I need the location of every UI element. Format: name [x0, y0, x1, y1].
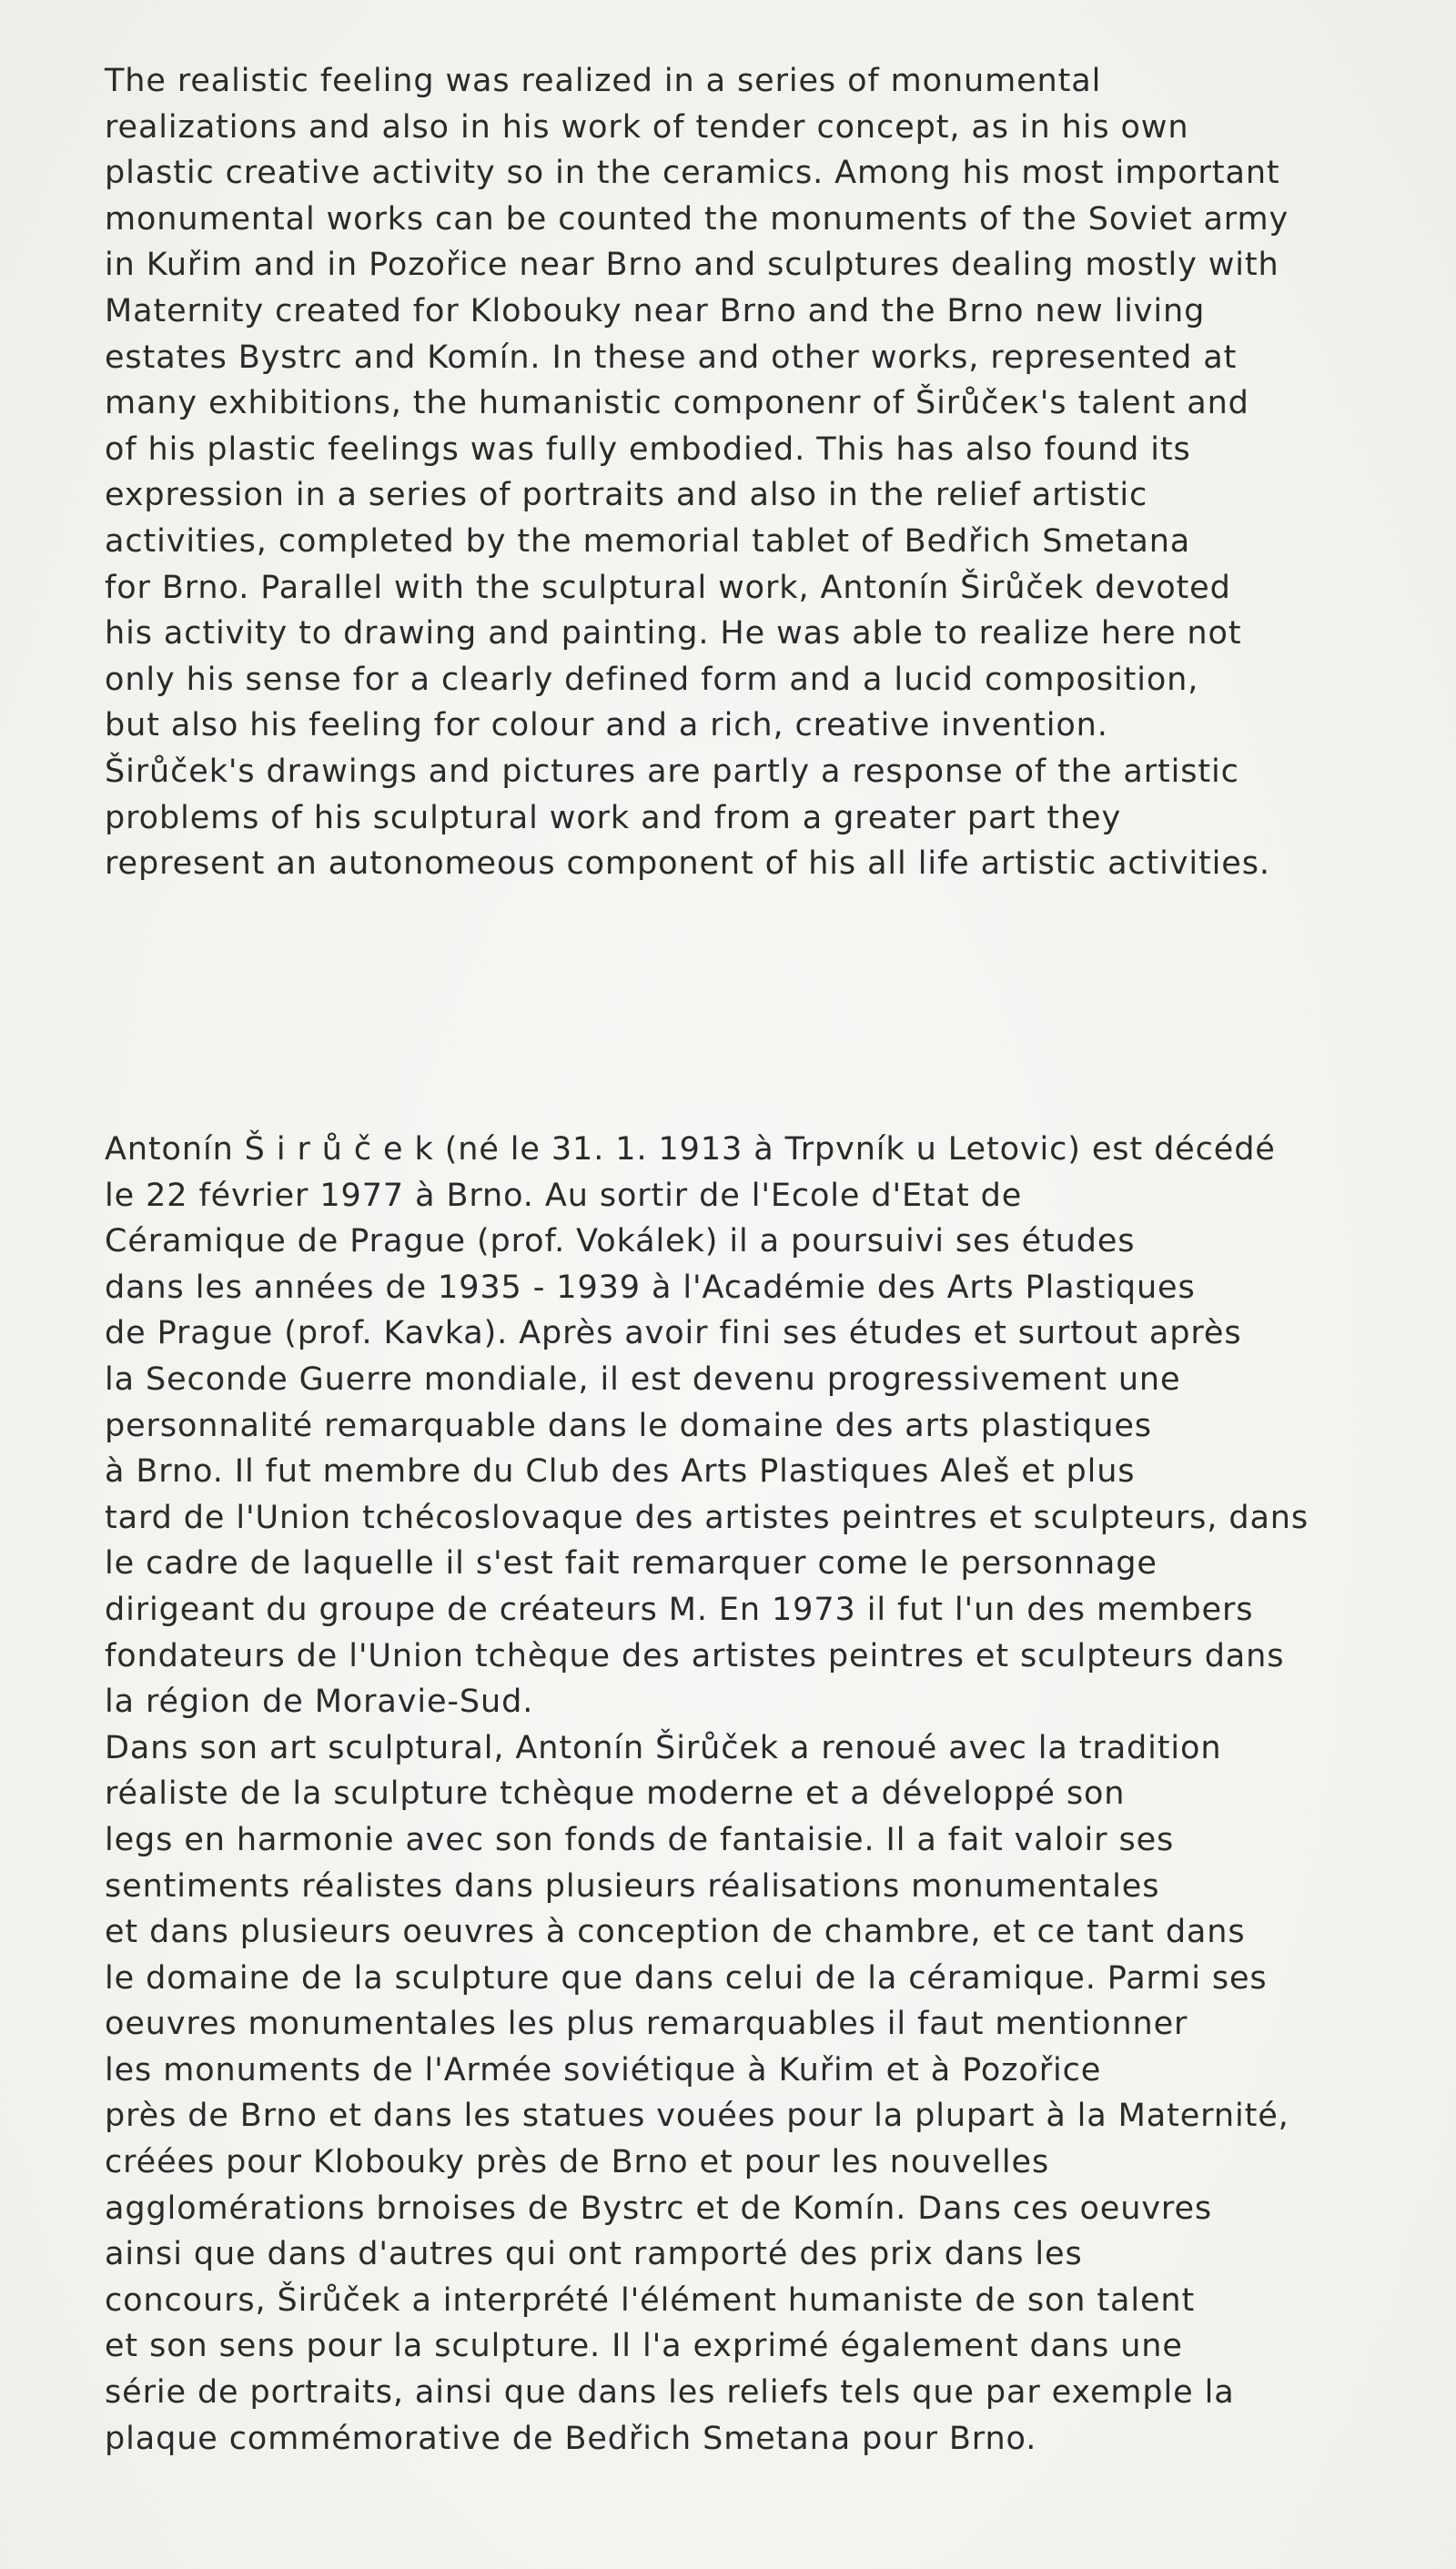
text-line: série de portraits, ainsi que dans les reliefs tels que par exemple la: [105, 2374, 1235, 2412]
text-line: personnalité remarquable dans le domaine des arts plastiques: [105, 1407, 1152, 1444]
text-line: agglomérations brnoises de Bystrc et de Komín. Dans ces oeuvres: [105, 2190, 1213, 2227]
text-line: ainsi que dans d'autres qui ont ramporté des prix dans les: [105, 2236, 1083, 2273]
text-line: legs en harmonie avec son fonds de fantaisie. Il a fait valoir ses: [105, 1821, 1175, 1858]
text-line: créées pour Klobouky près de Brno et pour les nouvelles: [105, 2144, 1050, 2181]
text-line: et dans plusieurs oeuvres à conception de chambre, et ce tant dans: [105, 1914, 1246, 1951]
text-line: réaliste de la sculpture tchèque moderne et a développé son: [105, 1775, 1126, 1813]
text-line: le domaine de la sculpture que dans celui de la céramique. Parmi ses: [105, 1959, 1268, 1997]
text-line: Céramique de Prague (prof. Vokálek) il a poursuivi ses études: [105, 1223, 1136, 1260]
text-line: his activity to drawing and painting. He was able to realize here not: [105, 615, 1242, 652]
text-line: dans les années de 1935 - 1939 à l'Académie des Arts Plastiques: [105, 1269, 1196, 1306]
text-line: le 22 février 1977 à Brno. Au sortir de l'Ecole d'Etat de: [105, 1177, 1023, 1214]
text-line: activities, completed by the memorial tablet of Bedřich Smetana: [105, 522, 1191, 560]
text-line: expression in a series of portraits and also in the relief artistic: [105, 477, 1148, 514]
text-line: le cadre de laquelle il s'est fait remarquer come le personnage: [105, 1545, 1158, 1583]
text-line: fondateurs de l'Union tchèque des artistes peintres et sculpteurs dans: [105, 1637, 1285, 1674]
text-line: many exhibitions, the humanistic componenr of Širůčeк's talent and: [105, 385, 1249, 422]
text-line: problems of his sculptural work and from a greater part they: [105, 799, 1122, 836]
text-line: et son sens pour la sculpture. Il l'a exprimé également dans une: [105, 2328, 1183, 2365]
text-line: sentiments réalistes dans plusieurs réalisations monumentales: [105, 1867, 1160, 1905]
text-line: only his sense for a clearly defined form and a lucid composition,: [105, 661, 1199, 698]
text-line: oeuvres monumentales les plus remarquables il faut mentionner: [105, 2006, 1188, 2043]
text-line: de Prague (prof. Kavka). Après avoir fini ses études et surtout après: [105, 1315, 1242, 1352]
text-line: for Brno. Parallel with the sculptural work, Antonín Širůček devoted: [105, 569, 1231, 606]
text-line: plastic creative activity so in the ceramics. Among his most important: [105, 155, 1280, 192]
text-line: realizations and also in his work of tender concept, as in his own: [105, 108, 1189, 146]
text-line: Antonín Š i r ů č e k (né le 31. 1. 1913 à Trpvník u Letovic) est décédé: [105, 1131, 1276, 1168]
text-line: la Seconde Guerre mondiale, il est devenu progressivement une: [105, 1360, 1181, 1398]
french-paragraph: [105, 1127, 1379, 2462]
text-line: à Brno. Il fut membre du Club des Arts Plastiques Aleš et plus: [105, 1453, 1136, 1491]
text-line: monumental works can be counted the monuments of the Soviet army: [105, 200, 1289, 238]
text-line: les monuments de l'Armée soviétique à Kuřim et à Pozořice: [105, 2051, 1102, 2089]
text-line: plaque commémorative de Bedřich Smetana pour Brno.: [105, 2420, 1037, 2457]
text-line: près de Brno et dans les statues vouées pour la plupart à la Maternité,: [105, 2098, 1289, 2135]
text-line: in Kuřim and in Pozořice near Brno and sculptures dealing mostly with: [105, 247, 1279, 284]
text-line: Maternity created for Klobouky near Brno and the Brno new living: [105, 292, 1206, 329]
text-line: dirigeant du groupe de créateurs M. En 1973 il fut l'un des members: [105, 1591, 1254, 1628]
text-line: The realistic feeling was realized in a series of monumental: [105, 63, 1102, 99]
text-line: but also his feeling for colour and a rich, creative invention.: [105, 707, 1108, 744]
english-paragraph: [105, 58, 1379, 887]
text-line: tard de l'Union tchécoslovaque des artistes peintres et sculpteurs, dans: [105, 1499, 1309, 1536]
text-line: estates Bystrc and Komín. In these and other works, represented at: [105, 339, 1238, 376]
text-line: Dans son art sculptural, Antonín Širůček a renoué avec la tradition: [105, 1729, 1222, 1766]
text-line: represent an autonomeous component of his all life artistic activities.: [105, 845, 1270, 883]
text-line: Širůček's drawings and pictures are partly a response of the artistic: [105, 753, 1239, 790]
text-line: of his plastic feelings was fully embodied. This has also found its: [105, 430, 1191, 468]
text-line: la région de Moravie-Sud.: [105, 1684, 534, 1721]
text-line: concours, Širůček a interprété l'élément humaniste de son talent: [105, 2281, 1196, 2319]
